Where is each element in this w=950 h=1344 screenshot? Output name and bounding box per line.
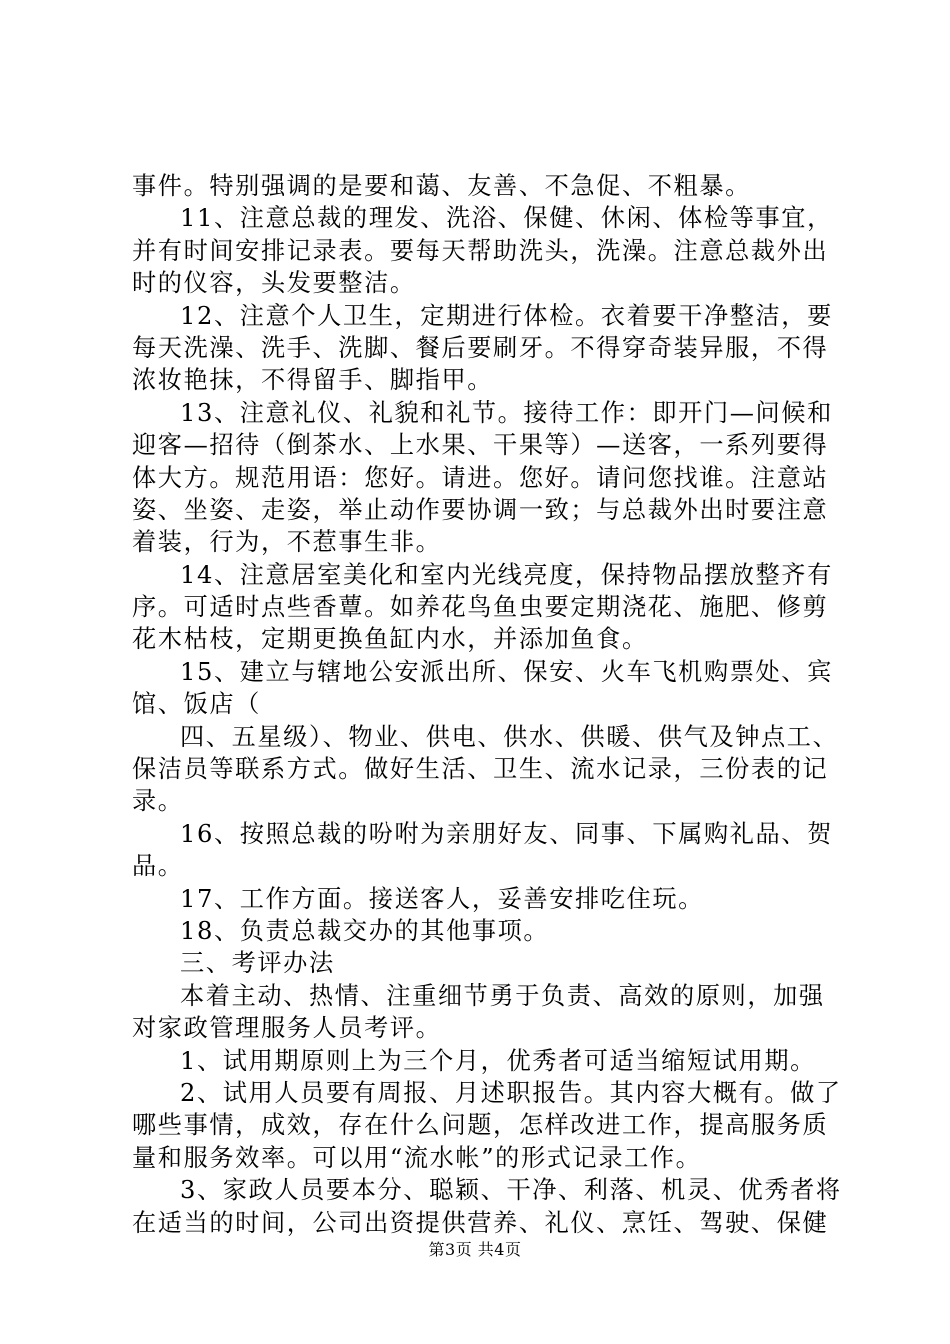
text-line: 本着主动、热情、注重细节勇于负责、高效的原则，加强: [180, 981, 825, 1010]
text-line: 姿、坐姿、走姿，举止动作要协调一致；与总裁外出时要注意: [132, 495, 829, 524]
text-line: 迎客—招待（倒茶水、上水果、干果等）—送客，一系列要得: [132, 431, 829, 460]
text-line: 18、负责总裁交办的其他事项。: [180, 916, 550, 945]
text-line: 序。可适时点些香蕈。如养花鸟鱼虫要定期浇花、施肥、修剪: [132, 593, 829, 622]
page-footer: 第3页 共4页: [428, 1240, 522, 1259]
text-line: 着装，行为，不惹事生非。: [132, 528, 442, 557]
text-line: 15、建立与辖地公安派出所、保安、火车飞机购票处、宾: [180, 657, 833, 686]
text-line: 2、试用人员要有周报、月述职报告。其内容大概有。做了: [180, 1078, 842, 1107]
text-line: 事件。特别强调的是要和蔼、友善、不急促、不粗暴。: [132, 172, 751, 200]
text-line: 录。: [132, 787, 184, 816]
text-line: 品。: [132, 852, 184, 881]
text-line: 哪些事情，成效，存在什么问题，怎样改进工作，提高服务质: [132, 1111, 829, 1140]
text-line: 馆、饭店（: [132, 690, 261, 719]
text-line: 11、注意总裁的理发、洗浴、保健、休闲、体检等事宜，: [180, 204, 833, 233]
text-line: 14、注意居室美化和室内光线亮度，保持物品摆放整齐有: [180, 560, 833, 589]
text-line: 3、家政人员要本分、聪颖、干净、利落、机灵、优秀者将: [180, 1176, 842, 1205]
text-line: 浓妆艳抹，不得留手、脚指甲。: [132, 366, 494, 395]
text-line: 四、五星级）、物业、供电、供水、供暖、供气及钟点工、: [180, 722, 839, 751]
text-line: 17、工作方面。接送客人，妥善安排吃住玩。: [180, 884, 704, 913]
text-line: 体大方。规范用语：您好。请进。您好。请问您找谁。注意站: [132, 463, 829, 492]
text-line: 16、按照总裁的吩咐为亲朋好友、同事、下属购礼品、贺: [180, 819, 833, 848]
text-line: 对家政管理服务人员考评。: [132, 1014, 442, 1043]
text-line: 13、注意礼仪、礼貌和礼节。接待工作：即开门—问候和: [180, 398, 833, 427]
text-line: 保洁员等联系方式。做好生活、卫生、流水记录，三份表的记: [132, 755, 829, 784]
text-line: 每天洗澡、洗手、洗脚、餐后要刷牙。不得穿奇装异服，不得: [132, 333, 829, 362]
text-line: 花木枯枝，定期更换鱼缸内水，并添加鱼食。: [132, 625, 648, 654]
text-line: 并有时间安排记录表。要每天帮助洗头，洗澡。注意总裁外出: [132, 236, 829, 265]
text-line: 三、考评办法: [180, 949, 335, 978]
text-line: 在适当的时间，公司出资提供营养、礼仪、烹饪、驾驶、保健: [132, 1208, 829, 1237]
text-line: 时的仪容，头发要整洁。: [132, 269, 416, 298]
text-line: 量和服务效率。可以用“流水帐”的形式记录工作。: [132, 1143, 702, 1172]
document-body: [132, 170, 844, 1239]
text-line: 1、试用期原则上为三个月，优秀者可适当缩短试用期。: [180, 1046, 816, 1075]
text-line: 12、注意个人卫生，定期进行体检。衣着要干净整洁，要: [180, 301, 833, 330]
